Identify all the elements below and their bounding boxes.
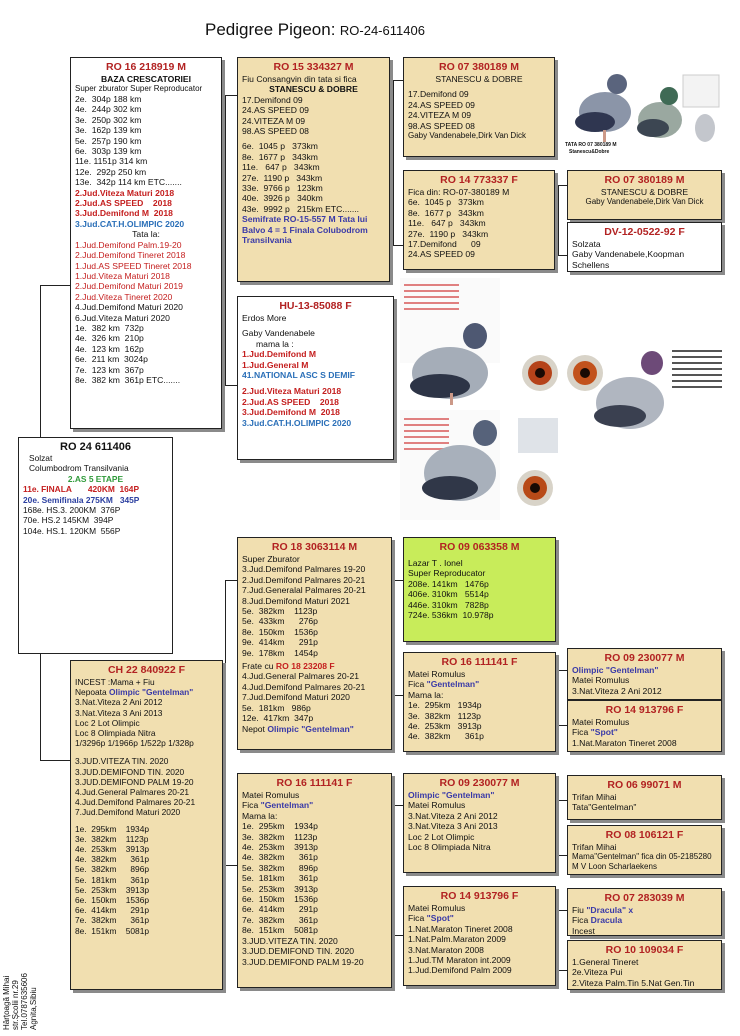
photo-1-caption: TATA RO 07 380189 M xyxy=(565,142,617,148)
dds-card: RO 09 230077 M Olimpic "Gentelman" Matei Romulus 3.Nat.Viteza 2 Ani 2012 3.Nat.Viteza 3 Ani 2013 Loc 2 Lot Olimpic Loc 8 Olimpiada Nitra xyxy=(403,773,556,873)
connector-sire-bottom xyxy=(225,385,237,386)
connector-sire xyxy=(225,95,226,385)
ddd-card: RO 14 913796 F Matei Romulus Fica "Spot" 1.Nat.Maraton Tineret 2008 1.Nat.Palm.Maraton 2009 3.Nat.Maraton 2008 1.Jud.TM Maraton int.2009 1.Jud.Demifond Palm 2009 xyxy=(403,886,556,986)
dam-dam-card: RO 16 111141 F Matei Romulus Fica "Gentelman" Mama la: 1e. 295km 1934p 3e. 382km 1123p 4e. 253km 3913p 4e. 382km 361p 5e. 382km 896p 5e. 181km 361p 5e. 253km 3913p 6e. 150km 1536p 6e. 414km 291p 7e. 382km 361p 8e. 151km 5081p 3.JUD.VITEZA TIN. 2020 3.JUD.DEMIFOND TIN. 2020 3.JUD.DEMIFOND PALM 19-20 xyxy=(237,773,392,988)
connector-ss xyxy=(393,80,394,245)
connector-dam-bottom xyxy=(225,865,237,866)
pigeon-photo-collage xyxy=(400,278,730,528)
pigeon-photo-1 xyxy=(565,60,725,160)
connector-ds xyxy=(393,580,394,695)
ddds-card: RO 07 283039 M Fiu "Dracula" x Fica Dracula Incest xyxy=(567,888,722,936)
connector-dsd xyxy=(558,670,559,725)
connector-ddd-top xyxy=(558,910,567,911)
sire-sire-card: RO 15 334327 M Fiu Consangvin din tata si fica STANESCU & DOBRE 17.Demifond 09 24.AS SPEED 09 24.VITEZA M 09 98.AS SPEED 08 6e. 1045 p 373km 8e. 1677 p 343km 11e. 647 p 343km 27e. 1190 p 343km 33e. 9766 p 123km 40e. 3926 p 340km 43e. 9992 p 215km ETC....... Semifrate RO-15-557 M Tata lui Balvo 4 = 1 Finala Colubodrom Transilvania xyxy=(237,57,390,282)
ssds-card: RO 07 380189 M STANESCU & DOBRE Gaby Vandenabele,Dirk Van Dick xyxy=(567,170,722,220)
page-title: Pedigree Pigeon: RO-24-611406 xyxy=(205,20,425,39)
connector-dd-top xyxy=(393,805,403,806)
main-pigeon-card: RO 24 611406 Solzat Columbodrom Transilvania 2.AS 5 ETAPE 11e. FINALA 420KM 164P 20e. Semifinala 275KM 345P 168e. HS.3. 200KM 376P 70e. HS.2 145KM 394P 104e. HS.1. 120KM 556P xyxy=(18,437,173,654)
connector-dam-top xyxy=(225,580,237,581)
dsds-card: RO 09 230077 M Olimpic "Gentelman" Matei Romulus 3.Nat.Viteza 2 Ani 2012 xyxy=(567,648,722,700)
dsd-card: RO 16 111141 F Matei Romulus Fica "Gentelman" Mama la: 1e. 295km 1934p 3e. 382km 1123p 4e. 253km 3913p 4e. 382km 361p xyxy=(403,652,556,752)
owner-address: Hârțoagă Mihai str.Școlii nr.29 Tel.0787635606 Agnita,Sibiu xyxy=(2,973,38,1030)
ddsd-card: RO 08 106121 F Trifan Mihai Mama"Gentelman" fica din 05-2185280 M V Loon Scharlaekens xyxy=(567,825,722,875)
photo-1-caption2: Stanescu&Dobre xyxy=(569,149,610,155)
connector-ssd xyxy=(558,185,559,255)
dss-card: RO 09 063358 M Lazar T . Ionel Super Reproducator 208e. 141km 1476p 406e. 310km 5514p 446e. 310km 7828p 724e. 536km 10.978p xyxy=(403,537,556,642)
connector-ddd xyxy=(558,910,559,970)
connector-dam xyxy=(225,580,226,865)
connector-dd-bottom xyxy=(393,935,403,936)
ddss-card: RO 06 99071 M Trifan Mihai Tata"Gentelman" xyxy=(567,775,722,820)
ssdd-card: DV-12-0522-92 F Solzata Gaby Vandenabele,Koopman Schellens xyxy=(567,222,722,272)
connector-main-top xyxy=(40,285,70,286)
connector-ddd-bottom xyxy=(558,970,567,971)
connector-dsd-bottom xyxy=(558,725,567,726)
connector-ds-bottom xyxy=(393,695,403,696)
connector-dds-bottom xyxy=(558,855,567,856)
connector-ds-top xyxy=(393,580,403,581)
sss-card: RO 07 380189 M STANESCU & DOBRE 17.Demifond 09 24.AS SPEED 09 24.VITEZA M 09 98.AS SPEED 08 Gaby Vandenabele,Dirk Van Dick xyxy=(403,57,555,157)
pigeon-photos-icon xyxy=(400,278,730,528)
connector-main-bottom xyxy=(40,760,70,761)
connector-ss-top xyxy=(393,80,403,81)
connector-dd xyxy=(393,805,394,935)
dsdd-card: RO 14 913796 F Matei Romulus Fica "Spot" 1.Nat.Maraton Tineret 2008 xyxy=(567,700,722,752)
dam-card: CH 22 840922 F INCEST :Mama + Fiu Nepoata Olimpic "Gentelman" 3.Nat.Viteza 2 Ani 2012 3.Nat.Viteza 3 Ani 2013 Loc 2 Lot Olimpic Loc 8 Olimpiada Nitra 1/3296p 1/1966p 1/522p 1/328p 3.JUD.VITEZA TIN. 2020 3.JUD.DEMIFOND TIN. 2020 3.JUD.DEMIFOND PALM 19-20 4.Jud.General Palmares 20-21 4.Jud.Demifond Palmares 20-21 7.Jud.Demifond Maturi 2020 1e. 295km 1934p 3e. 382km 1123p 4e. 253km 3913p 4e. 382km 361p 5e. 382km 896p 5e. 181km 361p 5e. 253km 3913p 6e. 150km 1536p 6e. 414km 291p 7e. 382km 361p 8e. 151km 5081p xyxy=(70,660,223,990)
connector-dds-top xyxy=(558,800,567,801)
connector-ssd-top xyxy=(558,185,567,186)
sire-dam-card: HU-13-85088 F Erdos More Gaby Vandenabele mama la : 1.Jud.Demifond M 1.Jud.General M 41.NATIONAL ASC S DEMIF 2.Jud.Viteza Maturi 2018 2.Jud.AS SPEED 2018 3.Jud.Demifond M 2018 3.Jud.CAT.H.OLIMPIC 2020 xyxy=(237,296,394,460)
connector-ssd-bottom xyxy=(558,255,567,256)
connector-sire-top xyxy=(225,95,237,96)
dddd-card: RO 10 109034 F 1.General Tineret 2e.Viteza Pui 2.Viteza Palm.Tin 5.Nat Gen.Tin xyxy=(567,940,722,990)
connector-dsd-top xyxy=(558,670,567,671)
ssd-card: RO 14 773337 F Fica din: RO-07-380189 M 6e. 1045 p 373km 8e. 1677 p 343km 11e. 647 p 343km 27e. 1190 p 343km 17.Demifond 09 24.AS SPEED 09 xyxy=(403,170,555,270)
connector-ss-bottom xyxy=(393,245,403,246)
dam-sire-card: RO 18 3063114 M Super Zburator 3.Jud.Demifond Palmares 19-20 2.Jud.Demifond Palmares 20-21 7.Jud.Generalal Palmares 20-21 8.Jud.Demifond Maturi 2021 5e. 382km 1123p 5e. 433km 276p 8e. 150km 1536p 9e. 414km 291p 9e. 178km 1454p Frate cu RO 18 23208 F 4.Jud.General Palmares 20-21 4.Jud.Demifond Palmares 20-21 7.Jud.Demifond Maturi 2020 5e. 181km 986p 12e. 417km 347p Nepot Olimpic "Gentelman" xyxy=(237,537,392,750)
connector-dds xyxy=(558,800,559,855)
sire-card: RO 16 218919 M BAZA CRESCATORIEI Super zburator Super Reproducator 2e. 304p 188 km 4e. 244p 302 km 3e. 250p 302 km 3e. 162p 139 km 5e. 257p 190 km 6e. 303p 139 km 11e. 1151p 314 km 12e. 292p 250 km 13e. 342p 114 km ETC....... 2.Jud.Viteza Maturi 2018 2.Jud.AS SPEED 2018 3.Jud.Demifond M 2018 3.Jud.CAT.H.OLIMPIC 2020 Tata la: 1.Jud.Demifond Palm.19-20 2.Jud.Demifond Tineret 2018 1.Jud.AS SPEED Tineret 2018 1.Jud.Viteza Maturi 2018 2.Jud.Demifond Maturi 2019 2.Jud.Viteza Tineret 2020 4.Jud.Demifond Maturi 2020 6.Jud.Viteza Maturi 2020 1e. 382 km 732p 4e. 326 km 210p 4e. 123 km 162p 6e. 211 km 3024p 7e. 123 km 367p 8e. 382 km 361p ETC....... xyxy=(70,57,222,429)
